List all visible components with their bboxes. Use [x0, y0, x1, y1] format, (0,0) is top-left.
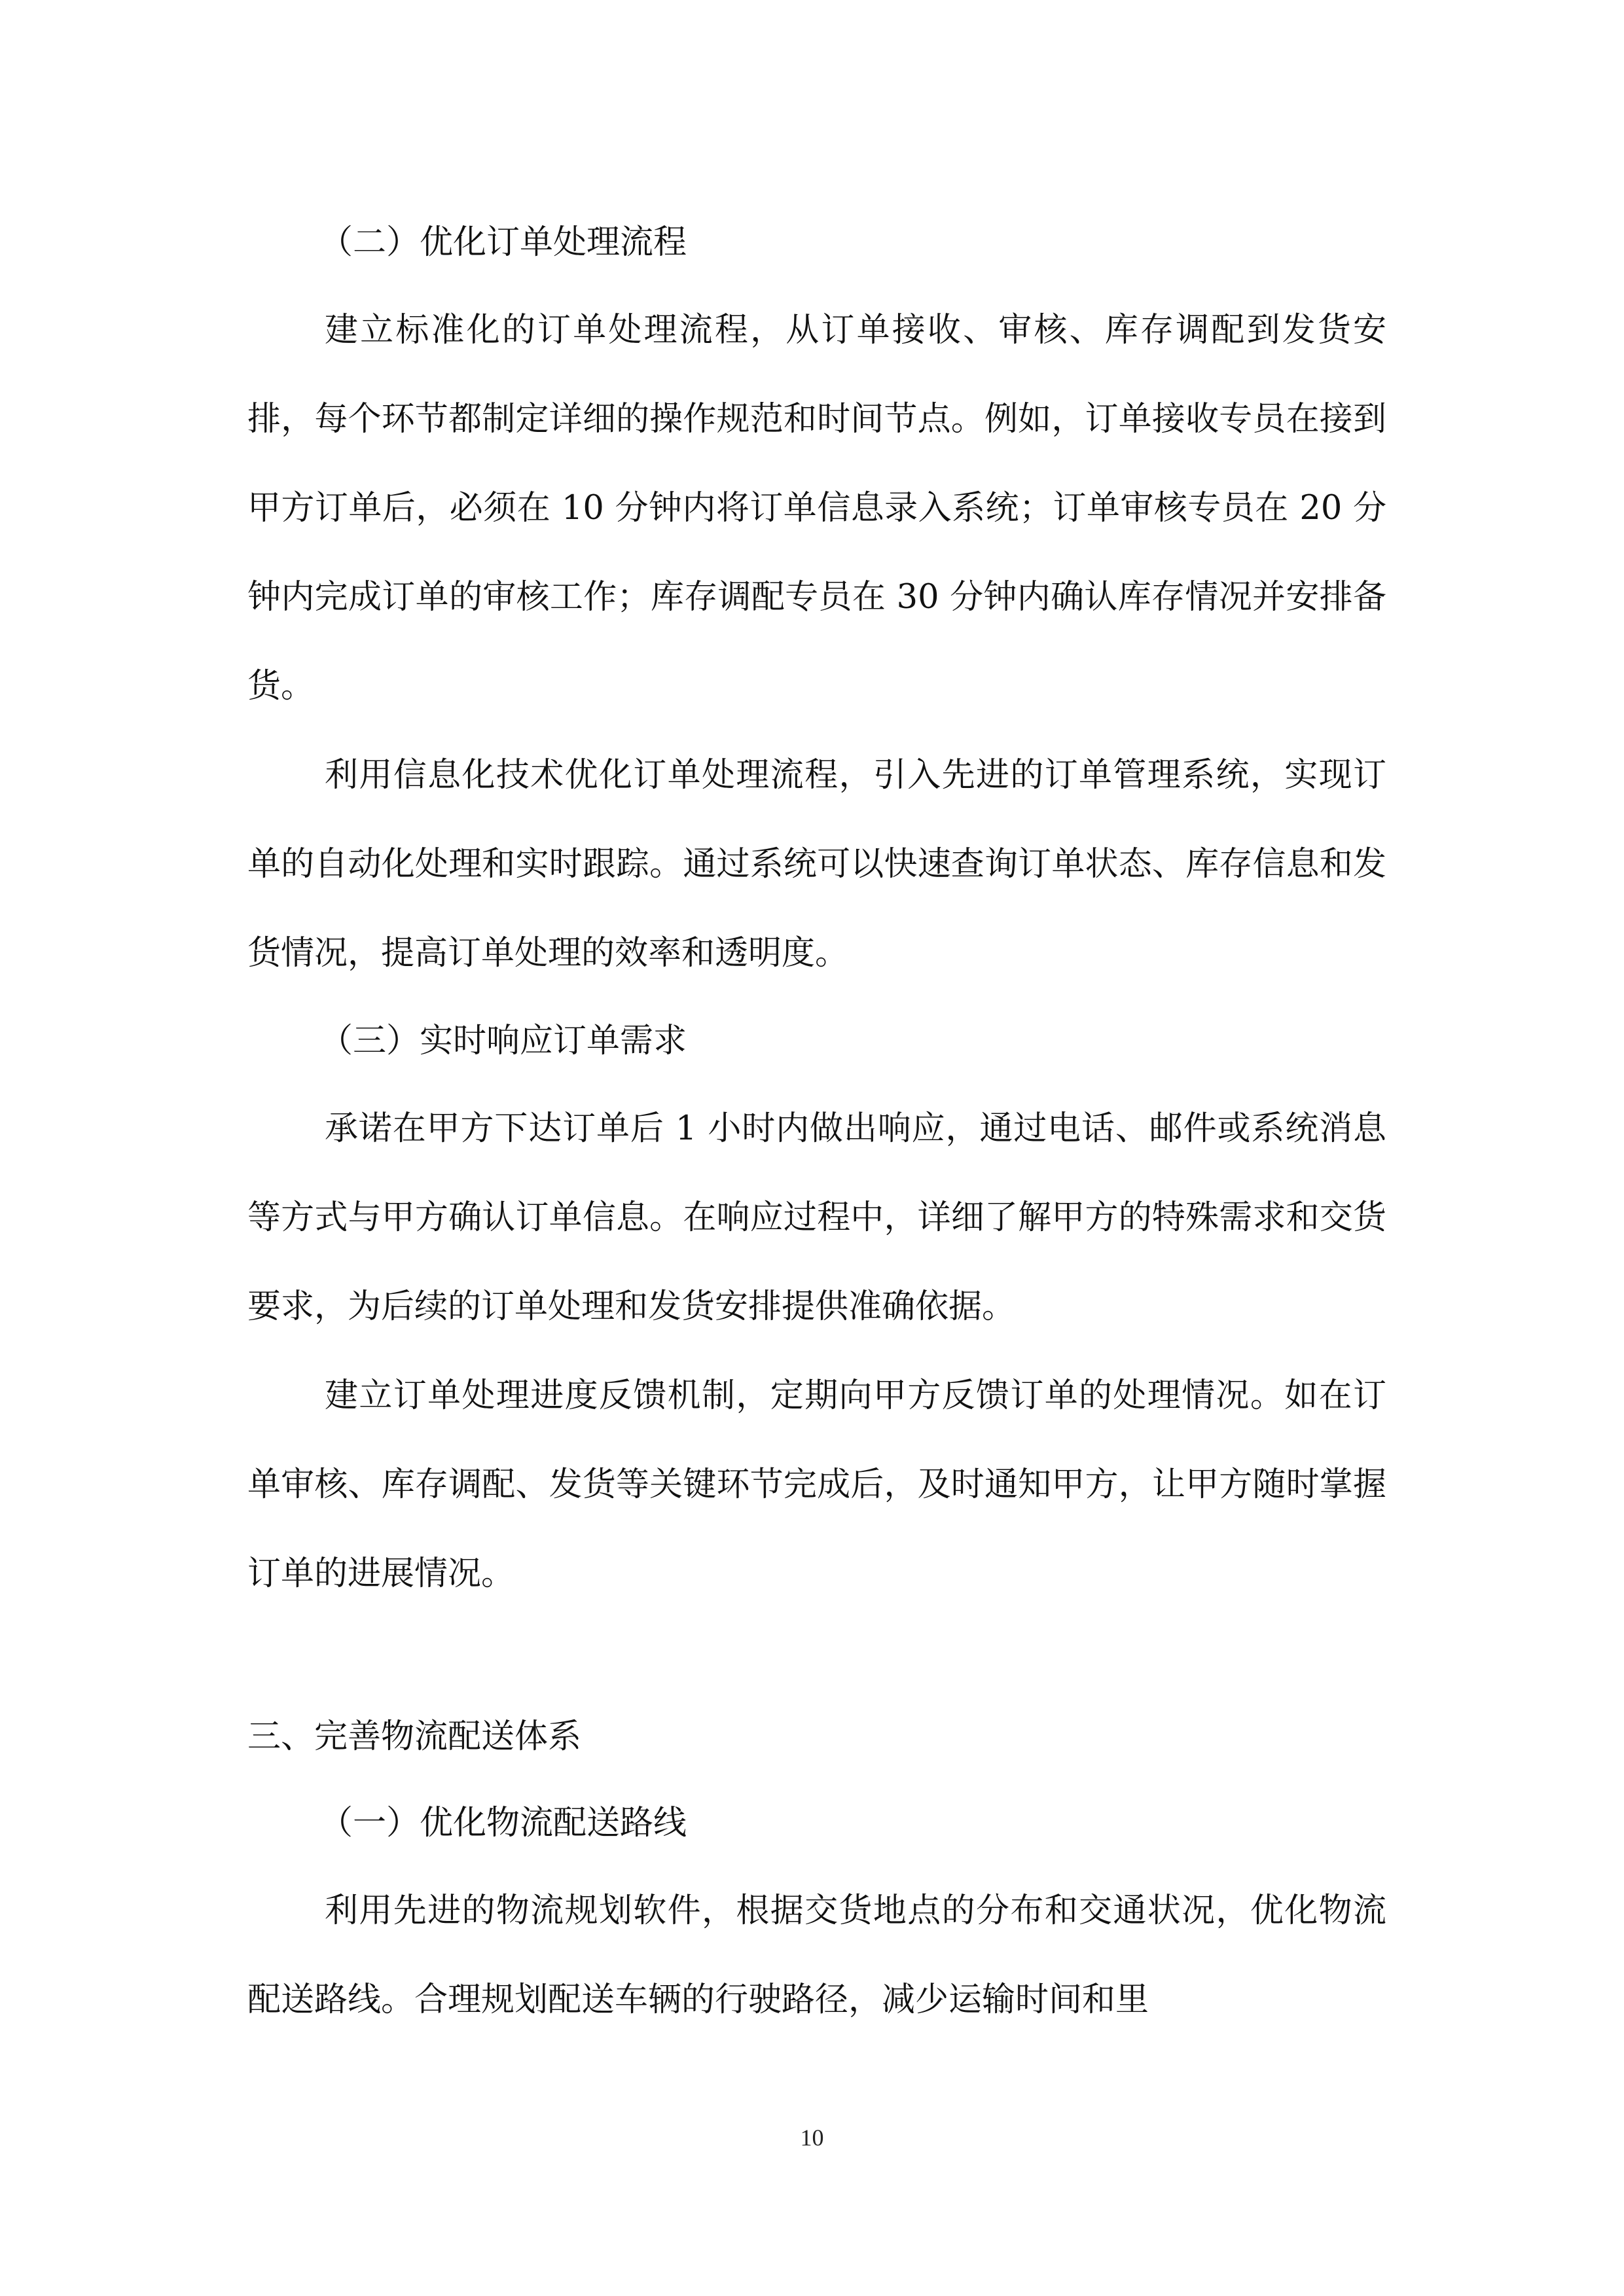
page-body — [247, 200, 1386, 2045]
paragraph-standardized-process: 建立标准化的订单处理流程，从订单接收、审核、库存调配到发货安排，每个环节都制定详细的操作规范和时间节点。例如，订单接收专员在接到甲方订单后，必须在 10 分钟内将订单信息录入系统；订单审核专员在 20 分钟内完成订单的审核工作；库存调配专员在 30 分钟内确认库存情况并安排备货。 — [247, 311, 1386, 706]
chapter-heading-logistics: 三、完善物流配送体系 — [247, 1717, 582, 1756]
paragraph-progress-feedback: 建立订单处理进度反馈机制，定期向甲方反馈订单的处理情况。如在订单审核、库存调配、发货等关键环节完成后，及时通知甲方，让甲方随时掌握订单的进展情况。 — [247, 1376, 1386, 1593]
paragraph-response-commitment: 承诺在甲方下达订单后 1 小时内做出响应，通过电话、邮件或系统消息等方式与甲方确认订单信息。在响应过程中，详细了解甲方的特殊需求和交货要求，为后续的订单处理和发货安排提供准确依据。 — [247, 1109, 1386, 1326]
section-heading-order-process: （二）优化订单处理流程 — [319, 223, 687, 262]
section-heading-realtime-response: （三）实时响应订单需求 — [319, 1022, 687, 1060]
section-heading-delivery-routes: （一）优化物流配送路线 — [319, 1804, 687, 1842]
section-spacer — [247, 1619, 1386, 1694]
paragraph-route-planning: 利用先进的物流规划软件，根据交货地点的分布和交通状况，优化物流配送路线。合理规划配送车辆的行驶路径，减少运输时间和里 — [247, 1892, 1386, 2019]
page-number: 10 — [800, 2125, 824, 2151]
paragraph-information-technology: 利用信息化技术优化订单处理流程，引入先进的订单管理系统，实现订单的自动化处理和实时跟踪。通过系统可以快速查询订单状态、库存信息和发货情况，提高订单处理的效率和透明度。 — [247, 756, 1386, 973]
